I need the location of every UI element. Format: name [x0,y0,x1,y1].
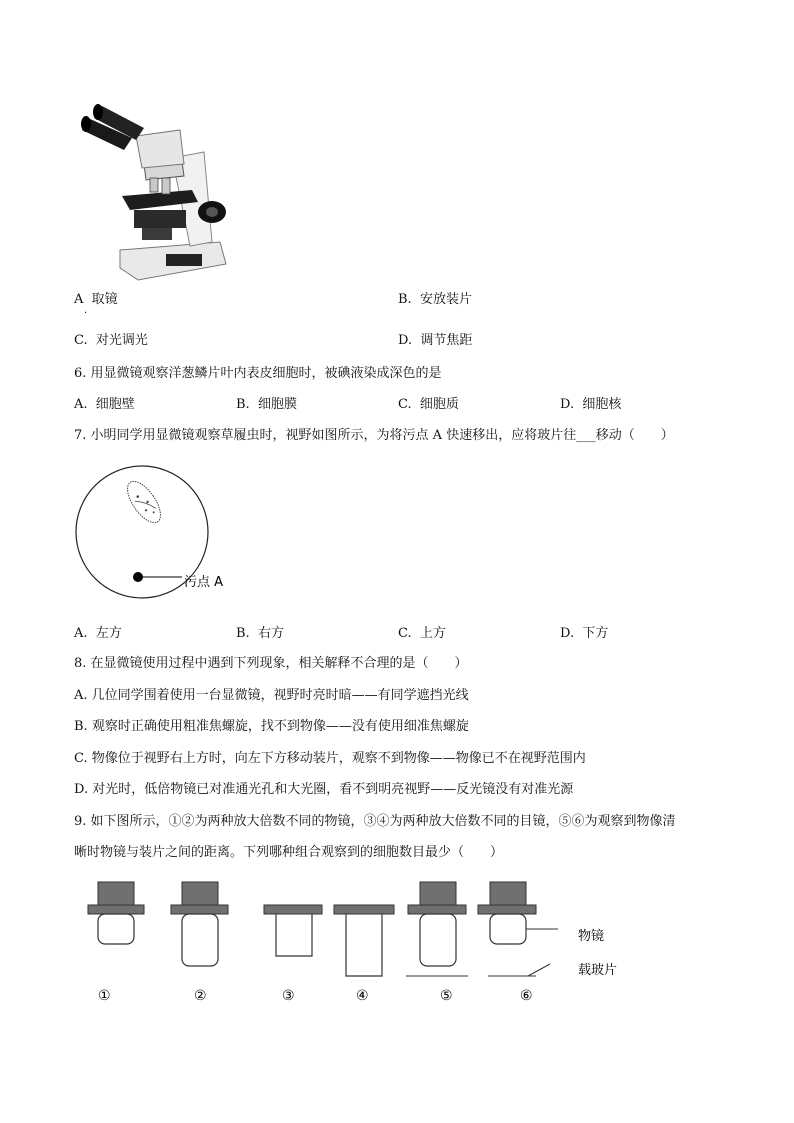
eyepiece-lens-3 [264,905,322,956]
q7-option-d[interactable] [560,626,608,642]
q6-option-d[interactable] [560,397,621,413]
option-text: 对光调光 [95,333,148,348]
question-6-stem: 6. 用显微镜观察洋葱鳞片叶内表皮细胞时，被碘液染成深色的是 [74,366,442,381]
option-letter: B. [236,626,250,641]
q6-option-a[interactable] [74,397,135,413]
objective-label: 物镜 [578,929,605,944]
q8-option-a[interactable]: A. 几位同学围着使用一台显微镜，视野时亮时暗——有同学遮挡光线 [74,688,469,703]
figure-label-4: ④ [356,988,369,1004]
question-9-stem-line1: 9. 如下图所示，①②为两种放大倍数不同的物镜，③④为两种放大倍数不同的目镜，⑤⑥为观察到物像清 [74,814,676,829]
objective-lens-2 [171,882,228,966]
option-letter: D. [560,397,575,412]
figure-label-6: ⑥ [520,988,533,1004]
option-text: 细胞壁 [95,397,135,412]
microscope-field-figure [74,464,244,604]
option-text: 细胞膜 [257,397,297,412]
q6-option-c[interactable] [398,397,459,413]
option-text: 上方 [419,626,446,641]
question-9-stem-line2: 晰时物镜与装片之间的距离。下列哪种组合观察到的细胞数目最少（ ） [74,845,504,860]
option-text: 细胞质 [419,397,459,412]
option-text: 下方 [582,626,609,641]
option-letter: C. [398,397,412,412]
question-8-stem: 8. 在显微镜使用过程中遇到下列现象，相关解释不合理的是（ ） [74,656,468,671]
q7-option-c[interactable] [398,626,446,642]
objective-distance-5 [406,882,468,976]
option-text: 调节焦距 [420,333,473,348]
option-b[interactable] [398,292,472,308]
q8-option-b[interactable]: B. 观察时正确使用粗准焦螺旋，找不到物像——没有使用细准焦螺旋 [74,719,469,734]
paramecium-drawing [121,476,167,528]
option-letter: A. [74,397,88,412]
option-letter: C. [74,333,88,348]
option-letter: B. [398,292,412,307]
option-letter: C. [398,626,412,641]
option-text: 左方 [95,626,122,641]
option-c[interactable] [74,333,148,349]
figure-label-3: ③ [282,988,295,1004]
option-letter: A [74,292,84,307]
q6-option-b[interactable] [236,397,297,413]
figure-label-1: ① [98,988,111,1004]
q8-option-c[interactable]: C. 物像位于视野右上方时，向左下方移动装片，观察不到物像——物像已不在视野范围内 [74,751,586,766]
q7-option-a[interactable] [74,626,122,642]
spot-a-label: 污点 A [184,575,224,590]
option-letter: D. [398,333,413,348]
question-7-stem: 7. 小明同学用显微镜观察草履虫时，视野如图所示，为将污点 A 快速移出，应将玻片往___移动（ ） [74,428,674,443]
option-text: 取镜 [91,292,118,307]
objective-lens-1 [88,882,144,944]
q8-option-d[interactable]: D. 对光时，低倍物镜已对准通光孔和大光圈，看不到明亮视野——反光镜没有对准光源 [74,782,574,797]
microscope-image [80,104,230,282]
option-letter: A. [74,626,88,641]
option-a[interactable] [74,292,118,308]
option-letter: D. [560,626,575,641]
figure-label-5: ⑤ [440,988,453,1004]
option-letter: B. [236,397,250,412]
option-d[interactable] [398,333,472,349]
lens-comparison-figure [84,878,644,1008]
option-text: 安放装片 [419,292,472,307]
stray-dot: · [84,308,88,319]
q7-option-b[interactable] [236,626,284,642]
slide-leader-line [528,964,550,976]
eyepiece-lens-4 [334,905,394,976]
figure-label-2: ② [194,988,207,1004]
option-text: 细胞核 [582,397,622,412]
option-text: 右方 [257,626,284,641]
slide-label: 载玻片 [578,963,618,978]
spot-a-dot [133,572,143,582]
